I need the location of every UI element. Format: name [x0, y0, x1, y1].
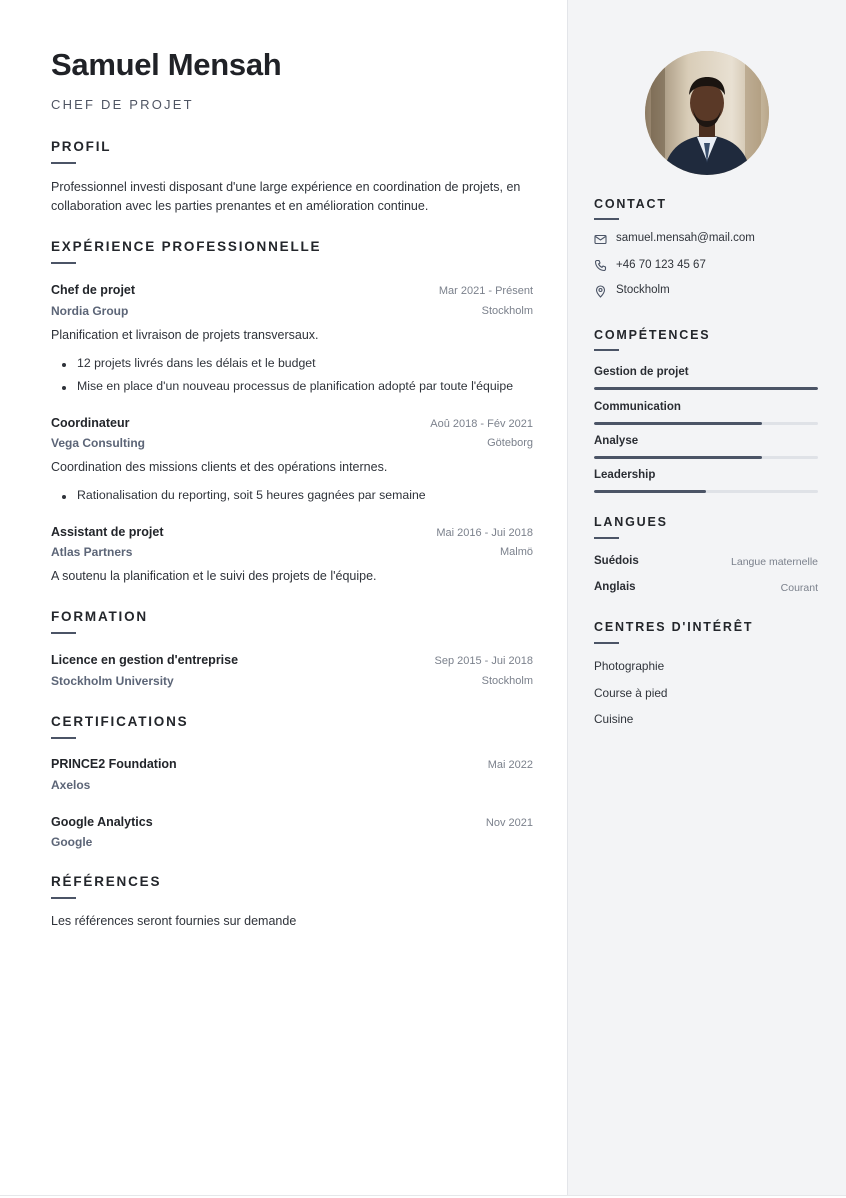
certification-issuer: Google	[51, 835, 93, 849]
language-level: Langue maternelle	[731, 556, 818, 568]
skill-bar	[594, 490, 818, 493]
skill-bar	[594, 422, 818, 425]
section-title-experience: EXPÉRIENCE PROFESSIONNELLE	[51, 239, 322, 254]
location-pin-icon	[594, 285, 607, 298]
job-summary: Coordination des missions clients et des opérations internes.	[51, 460, 388, 474]
mail-icon	[594, 233, 607, 246]
job-title: Assistant de projet	[51, 525, 164, 539]
skill-bar	[594, 456, 818, 459]
contact-location: Stockholm	[616, 284, 670, 296]
job-bullet: Rationalisation du reporting, soit 5 heures gagnées par semaine	[77, 488, 426, 502]
skill-bar	[594, 387, 818, 390]
job-dates: Mar 2021 - Présent	[438, 285, 533, 297]
references-text: Les références seront fournies sur demande	[51, 914, 297, 928]
section-underline	[51, 897, 76, 899]
job-bullet: Mise en place d'un nouveau processus de planification adopté par toute l'équipe	[77, 379, 514, 393]
certification-date: Mai 2022	[487, 759, 533, 771]
language-level: Courant	[780, 582, 818, 594]
section-underline	[51, 262, 76, 264]
avatar	[645, 51, 769, 175]
contact-phone[interactable]: +46 70 123 45 67	[616, 259, 706, 271]
profile-text-line-2: collaboration avec les parties prenantes et en amélioration continue.	[51, 199, 429, 213]
section-title-languages: LANGUES	[594, 515, 668, 529]
section-title-interests: CENTRES D'INTÉRÊT	[594, 620, 754, 634]
job-company: Atlas Partners	[51, 545, 133, 559]
section-title-references: RÉFÉRENCES	[51, 874, 162, 889]
job-location: Stockholm	[481, 305, 533, 317]
bottom-divider	[0, 1195, 846, 1196]
section-underline	[594, 642, 619, 644]
skill-label: Gestion de projet	[594, 366, 689, 378]
section-underline	[51, 737, 76, 739]
section-title-profile: PROFIL	[51, 139, 112, 154]
interest-item: Cuisine	[594, 712, 634, 726]
skill-label: Leadership	[594, 469, 656, 481]
section-title-certifications: CERTIFICATIONS	[51, 714, 189, 729]
section-underline	[51, 162, 76, 164]
job-company: Vega Consulting	[51, 436, 146, 450]
phone-icon	[594, 259, 607, 272]
profile-text-line-1: Professionnel investi disposant d'une large expérience en coordination de projets, en	[51, 180, 521, 194]
job-summary: A soutenu la planification et le suivi des projets de l'équipe.	[51, 569, 377, 583]
job-title: Coordinateur	[51, 416, 130, 430]
section-underline	[594, 218, 619, 220]
interest-item: Course à pied	[594, 686, 668, 700]
language-name: Suédois	[594, 555, 639, 567]
language-name: Anglais	[594, 581, 636, 593]
education-degree: Licence en gestion d'entreprise	[51, 653, 239, 667]
candidate-role: CHEF DE PROJET	[51, 97, 194, 112]
certification-name: PRINCE2 Foundation	[51, 757, 177, 771]
interest-item: Photographie	[594, 659, 665, 673]
job-location: Malmö	[499, 546, 533, 558]
section-underline	[51, 632, 76, 634]
candidate-name: Samuel Mensah	[51, 47, 282, 82]
contact-email[interactable]: samuel.mensah@mail.com	[616, 232, 755, 244]
skill-label: Communication	[594, 401, 681, 413]
skill-bar-fill	[594, 422, 762, 425]
certification-name: Google Analytics	[51, 815, 153, 829]
job-location: Göteborg	[487, 437, 533, 449]
skill-bar-fill	[594, 387, 818, 390]
skill-bar-fill	[594, 456, 762, 459]
job-bullet: 12 projets livrés dans les délais et le budget	[77, 356, 316, 370]
section-title-education: FORMATION	[51, 609, 148, 624]
job-title: Chef de projet	[51, 283, 136, 297]
section-title-contact: CONTACT	[594, 197, 667, 211]
education-school: Stockholm University	[51, 674, 174, 688]
section-title-skills: COMPÉTENCES	[594, 328, 711, 342]
job-summary: Planification et livraison de projets transversaux.	[51, 328, 319, 342]
section-underline	[594, 537, 619, 539]
skill-label: Analyse	[594, 435, 639, 447]
skill-bar-fill	[594, 490, 706, 493]
section-underline	[594, 349, 619, 351]
job-dates: Mai 2016 - Jui 2018	[436, 527, 533, 539]
profile-photo	[645, 51, 769, 175]
sidebar-column	[567, 0, 846, 1196]
job-dates: Aoû 2018 - Fév 2021	[430, 418, 533, 430]
education-dates: Sep 2015 - Jui 2018	[434, 655, 533, 667]
job-company: Nordia Group	[51, 304, 129, 318]
education-location: Stockholm	[481, 675, 533, 687]
certification-date: Nov 2021	[485, 817, 533, 829]
certification-issuer: Axelos	[51, 778, 91, 792]
